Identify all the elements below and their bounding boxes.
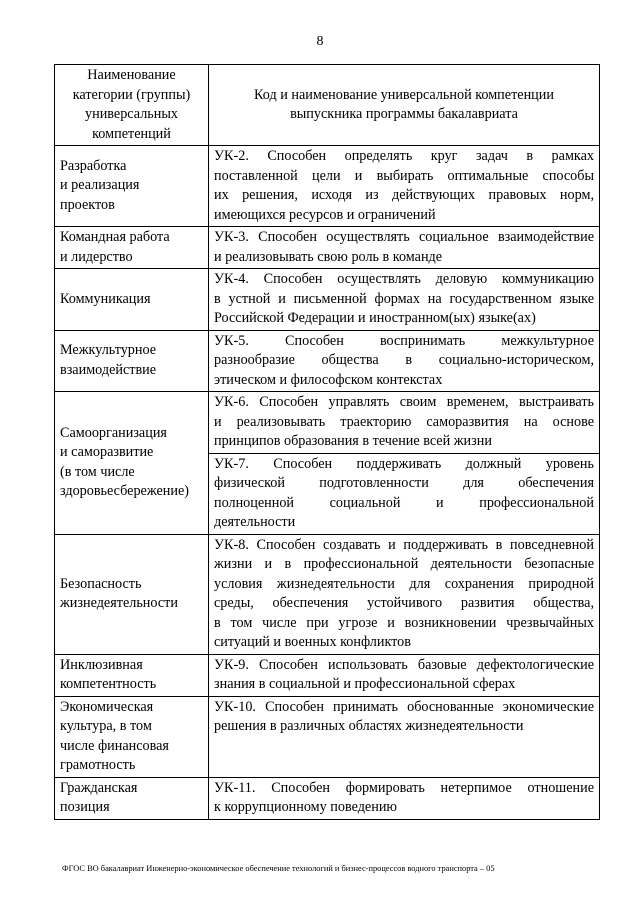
table-row xyxy=(55,269,600,331)
competence-line: УК-11. Способен формировать нетерпимое отношение xyxy=(214,779,594,796)
competence-line: имеющихся ресурсов и ограничений xyxy=(214,206,436,223)
category-line: Безопасность xyxy=(60,575,142,592)
category-line: грамотность xyxy=(60,757,136,773)
header-category-line: компетенций xyxy=(92,125,171,142)
category-line: и лидерство xyxy=(60,248,133,265)
competence-line: их решения, исходя из действующих правовых норм, xyxy=(214,187,594,203)
competence-line: УК-4. Способен осуществлять деловую коммуникацию xyxy=(214,271,594,287)
competence-line: в устной и письменной формах на государственном языке xyxy=(214,290,594,307)
competence-line: УК-10. Способен принимать обоснованные экономические xyxy=(214,698,594,715)
category-line: и саморазвитие xyxy=(60,444,154,461)
category-line: Самоорганизация xyxy=(60,424,167,441)
competence-line: принципов образования в течение всей жизни xyxy=(214,433,492,449)
table-row xyxy=(55,227,600,269)
page-number: 8 xyxy=(316,34,324,49)
category-line: здоровьесбережение) xyxy=(60,483,189,500)
competence-cell xyxy=(209,453,600,534)
competence-line: деятельности xyxy=(214,514,296,530)
category-cell xyxy=(55,330,209,392)
competence-line: ситуаций и военных конфликтов xyxy=(214,634,411,650)
category-cell xyxy=(55,654,209,696)
competence-line: физической подготовленности для обеспечения xyxy=(214,475,594,491)
table-header-row xyxy=(55,65,600,146)
competence-cell xyxy=(209,654,600,696)
category-line: (в том числе xyxy=(60,463,135,480)
competence-line: УК-7. Способен поддерживать должный уровень xyxy=(214,455,594,472)
competence-cell xyxy=(209,146,600,227)
competence-line: и реализовывать траекторию саморазвития на основе xyxy=(214,413,594,430)
category-line: Межкультурное xyxy=(60,342,157,359)
category-line: Командная работа xyxy=(60,229,170,245)
competence-cell xyxy=(209,227,600,269)
competence-line: разнообразие общества в социально-историческом, xyxy=(214,352,594,368)
category-cell xyxy=(55,696,209,777)
competence-line: УК-5. Способен воспринимать межкультурное xyxy=(214,332,594,349)
category-line: проектов xyxy=(60,196,115,213)
category-line: числе финансовая xyxy=(60,737,169,754)
category-line: Гражданская xyxy=(60,779,138,796)
header-category-cell xyxy=(55,65,209,146)
table-row xyxy=(55,330,600,392)
competence-line: этическом и философском контекстах xyxy=(214,371,443,388)
competence-cell xyxy=(209,696,600,777)
category-line: Разработка xyxy=(60,157,127,174)
header-category-line: универсальных xyxy=(85,106,178,122)
competence-line: к коррупционному поведению xyxy=(214,799,398,815)
competence-line: УК-2. Способен определять круг задач в рамках xyxy=(214,148,594,164)
competence-line: УК-8. Способен создавать и поддерживать в повседневной xyxy=(214,536,594,553)
header-competence-line: выпускника программы бакалавриата xyxy=(290,106,518,122)
competence-line: Российской Федерации и иностранном(ых) языке(ах) xyxy=(214,310,536,326)
category-cell xyxy=(55,269,209,331)
competence-cell xyxy=(209,777,600,819)
competence-line: в том числе при угрозе и возникновении чрезвычайных xyxy=(214,614,594,631)
competence-line: решения в различных областях жизнедеятельности xyxy=(214,718,524,734)
competence-cell xyxy=(209,392,600,454)
header-category-line: категории (группы) xyxy=(72,86,191,103)
category-cell xyxy=(55,777,209,819)
table-row xyxy=(55,534,600,654)
category-line: жизнедеятельности xyxy=(60,595,178,611)
table-row xyxy=(55,696,600,777)
category-line: Коммуникация xyxy=(60,290,151,307)
competence-line: жизни и в профессиональной деятельности безопасные xyxy=(214,556,594,572)
category-line: позиция xyxy=(60,799,110,815)
category-line: взаимодействие xyxy=(60,361,157,378)
competence-line: поставленной цели и выбирать оптимальные способы xyxy=(214,167,594,184)
category-line: и реализация xyxy=(60,177,140,194)
category-cell xyxy=(55,227,209,269)
competence-line: УК-9. Способен использовать базовые дефектологические xyxy=(214,656,594,673)
competence-line: среды, обеспечения устойчивого развития общества, xyxy=(214,595,594,611)
table-row xyxy=(55,777,600,819)
competence-table xyxy=(54,64,600,820)
header-competence-cell xyxy=(209,65,600,146)
competence-cell xyxy=(209,269,600,331)
category-line: Экономическая xyxy=(60,698,154,715)
category-cell xyxy=(55,392,209,535)
category-line: компетентность xyxy=(60,676,157,692)
competence-line: условия жизнедеятельности для сохранения природной xyxy=(214,575,594,592)
table-row xyxy=(55,654,600,696)
competence-cell xyxy=(209,330,600,392)
document-footer: ФГОС ВО бакалавриат Инженерно-экономическое обеспечение технологий и бизнес-процессов водного транспорта – 05 xyxy=(62,864,495,873)
competence-line: полноценной социальной и профессиональной xyxy=(214,494,594,511)
competence-line: УК-6. Способен управлять своим временем, выстраивать xyxy=(214,394,594,410)
competence-line: и реализовывать свою роль в команде xyxy=(214,248,443,265)
header-category-line: Наименование xyxy=(87,67,176,83)
competence-cell xyxy=(209,534,600,654)
category-line: Инклюзивная xyxy=(60,656,143,673)
category-cell xyxy=(55,534,209,654)
competence-line: УК-3. Способен осуществлять социальное взаимодействие xyxy=(214,229,594,245)
table-row xyxy=(55,146,600,227)
competence-line: знания в социальной и профессиональной сферах xyxy=(214,676,516,692)
category-line: культура, в том xyxy=(60,718,152,734)
table-row xyxy=(55,392,600,454)
header-competence-line: Код и наименование универсальной компетенции xyxy=(254,86,554,103)
category-cell xyxy=(55,146,209,227)
